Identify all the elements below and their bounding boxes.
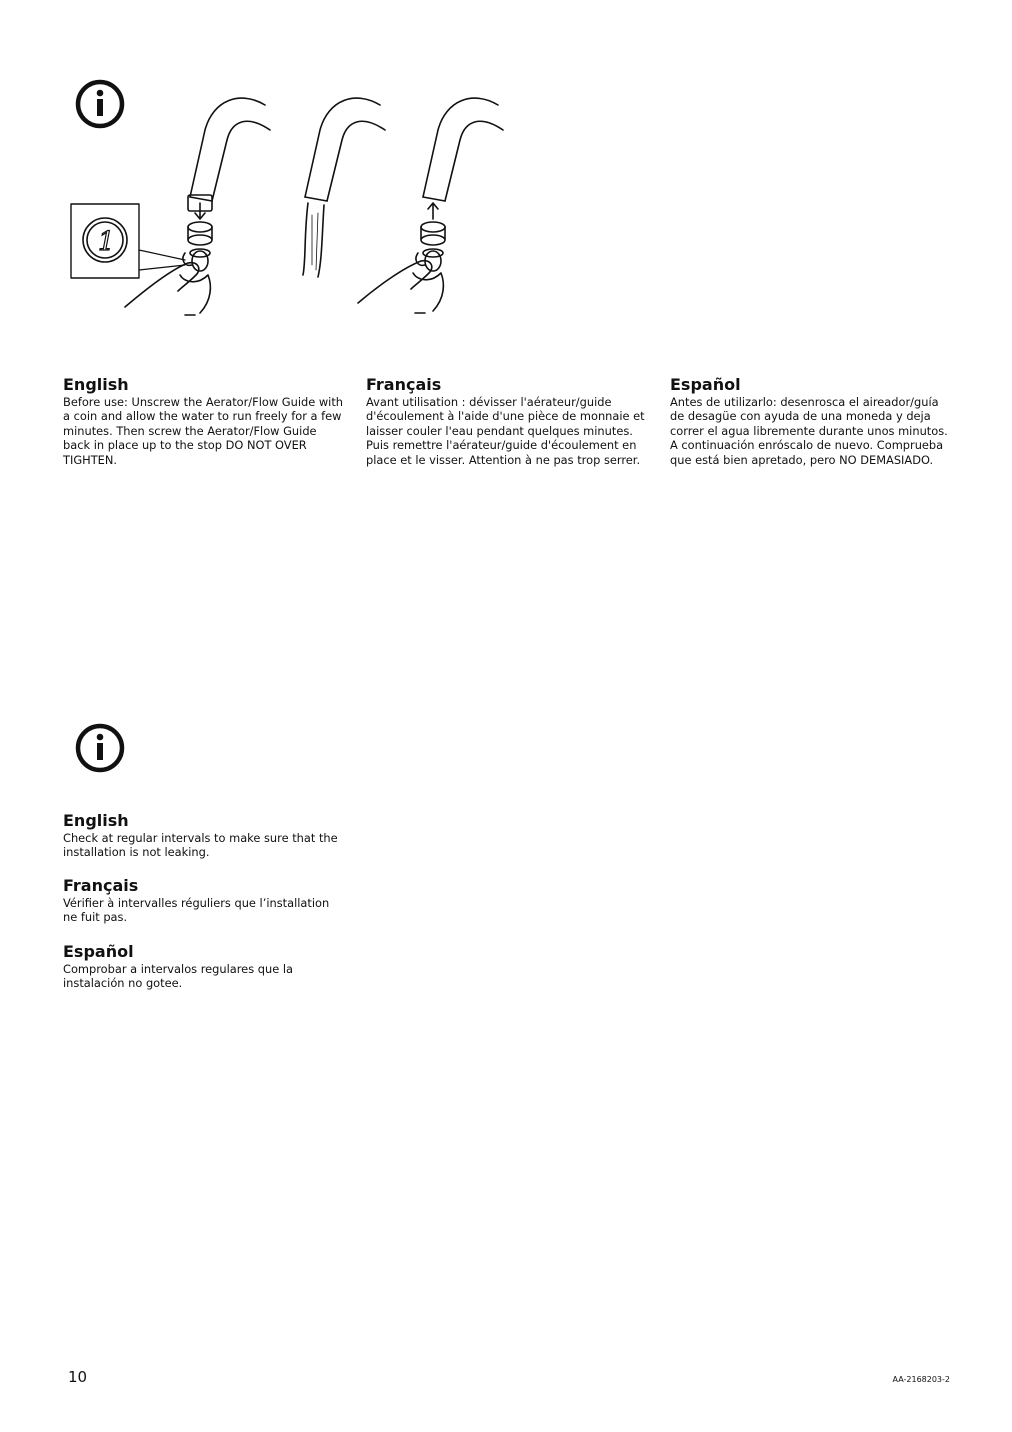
document-code: AA-2168203-2 bbox=[892, 1375, 950, 1384]
english-column bbox=[63, 375, 347, 467]
french-column bbox=[366, 375, 650, 467]
french-text: Avant utilisation : dévisser l'aérateur/guide d'écoulement à l'aide d'une pièce de monnaie et laisser couler l'eau pendant quelques minutes. Puis remettre l'aérateur/guide d'écoulement en place et le visser. Attention à ne pas trop serrer. bbox=[366, 395, 645, 467]
spanish-heading: Español bbox=[63, 942, 134, 961]
french-text: Vérifier à intervalles réguliers que l’installation ne fuit pas. bbox=[63, 896, 330, 925]
english-block bbox=[63, 811, 347, 860]
spanish-text: Antes de utilizarlo: desenrosca el aireador/guía de desagüe con ayuda de una moneda y deja correr el agua libremente durante unos minutos. A continuación enróscalo de nuevo. Comprueba que está bien apretado, pero NO DEMASIADO. bbox=[670, 395, 948, 467]
spanish-column bbox=[670, 375, 954, 467]
aerator-illustration bbox=[60, 85, 520, 325]
spanish-heading: Español bbox=[670, 375, 741, 394]
coin-number: 1 bbox=[98, 227, 115, 257]
french-heading: Français bbox=[63, 876, 139, 895]
spanish-block bbox=[63, 942, 347, 991]
spanish-text: Comprobar a intervalos regulares que la instalación no gotee. bbox=[63, 962, 293, 991]
english-text: Check at regular intervals to make sure that the installation is not leaking. bbox=[63, 831, 338, 860]
french-heading: Français bbox=[366, 375, 442, 394]
page-number: 10 bbox=[68, 1368, 88, 1386]
french-block bbox=[63, 876, 347, 925]
info-icon bbox=[74, 722, 126, 774]
english-heading: English bbox=[63, 811, 129, 830]
english-text: Before use: Unscrew the Aerator/Flow Guide with a coin and allow the water to run freely for a few minutes. Then screw the Aerator/Flow Guide back in place up to the stop DO NOT OVER TIGHTEN. bbox=[63, 395, 344, 467]
english-heading: English bbox=[63, 375, 129, 394]
